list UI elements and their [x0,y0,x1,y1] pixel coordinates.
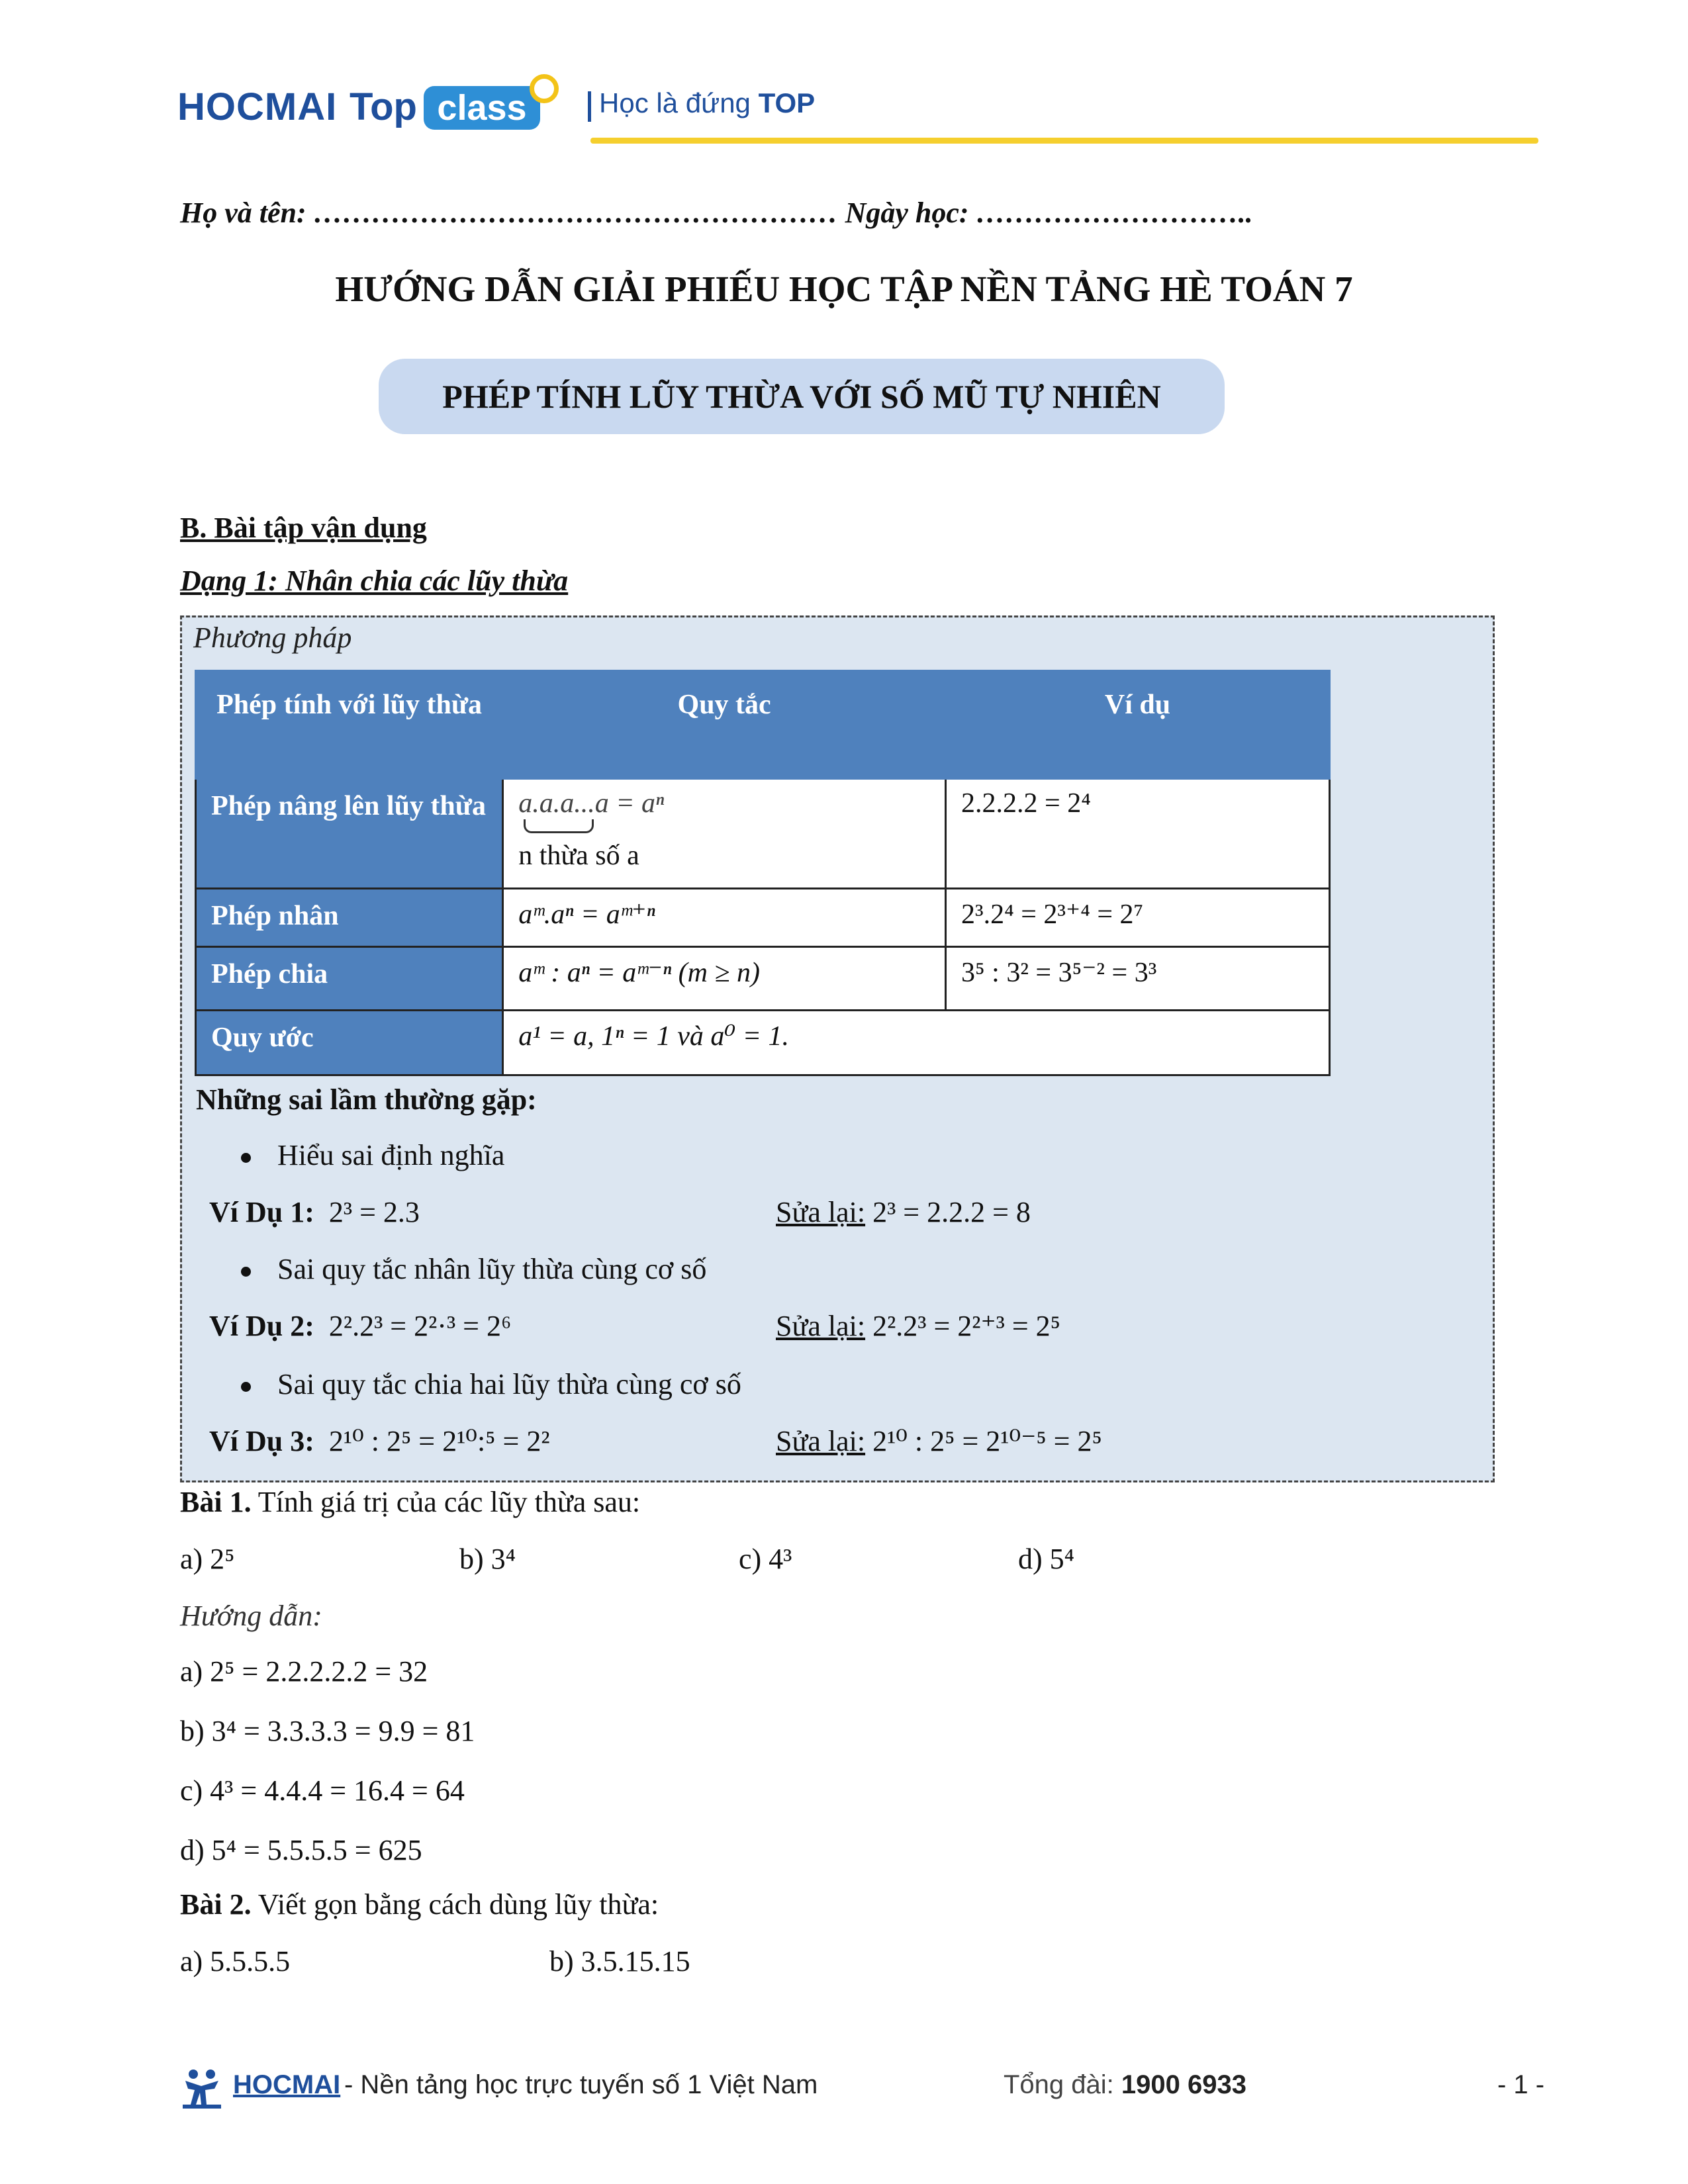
guide-label: Hướng dẫn: [180,1600,322,1632]
list-item [241,1138,504,1172]
bullet-text: Sai quy tắc nhân lũy thừa cùng cơ số [277,1253,707,1285]
slogan-divider [588,91,591,122]
logo-top: Top [350,85,417,128]
footer-brand-link[interactable]: HOCMAI [233,2070,341,2099]
table-row [196,889,1330,947]
fix-label: Sửa lại: [776,1425,866,1457]
exercise-1-prompt [180,1485,640,1519]
exercise-text: Tính giá trị của các lũy thừa sau: [258,1486,641,1518]
answer-line: b) 3⁴ = 3.3.3.3 = 9.9 = 81 [180,1715,475,1747]
fix-text: 2².2³ = 2²⁺³ = 2⁵ [872,1310,1061,1342]
rule-cell [503,779,946,889]
exercise-option: b) 3.5.15.15 [549,1945,690,1978]
example-label: Ví Dụ 1: [209,1196,314,1228]
hotline-number: 1900 6933 [1121,2070,1246,2099]
exercise-option: d) 5⁴ [1018,1543,1074,1575]
exercise-option: a) 2⁵ [180,1543,235,1575]
example-label: Ví Dụ 2: [209,1310,314,1342]
student-info-line: Họ và tên: ……………………………………………… Ngày học: ……………………….. [180,197,1253,229]
subtitle-pill: PHÉP TÍNH LŨY THỪA VỚI SỐ MŨ TỰ NHIÊN [379,359,1225,434]
table-header-cell: Quy tắc [503,671,946,779]
rules-table [195,670,1331,1076]
fix-label: Sửa lại: [776,1196,866,1228]
hotline-label: Tổng đài: [1004,2070,1114,2099]
row-label: Phép nhân [196,889,503,947]
fix-text: 2¹⁰ : 2⁵ = 2¹⁰⁻⁵ = 2⁵ [872,1425,1102,1457]
section-heading: B. Bài tập vận dụng [180,512,427,544]
exercise-2-prompt [180,1888,659,1921]
exercise-option: c) 4³ [739,1543,792,1575]
logo-hocmai: HOCMAI [177,85,338,128]
page-number: - 1 - [1497,2070,1545,2099]
footer-tagline: - Nền tảng học trực tuyến số 1 Việt Nam [344,2070,818,2099]
exercise-option: b) 3⁴ [459,1543,516,1575]
subsection-heading: Dạng 1: Nhân chia các lũy thừa [180,565,569,597]
mistakes-title: Những sai lầm thường gặp: [196,1083,537,1116]
example-cell: 3⁵ : 3² = 3⁵⁻² = 3³ [946,947,1330,1011]
answer-line: c) 4³ = 4.4.4 = 16.4 = 64 [180,1774,465,1807]
answer-line: d) 5⁴ = 5.5.5.5 = 625 [180,1834,422,1866]
answer-line: a) 2⁵ = 2.2.2.2.2 = 32 [180,1655,428,1688]
bullet-icon [241,1382,251,1392]
list-item [241,1367,741,1401]
table-header-row [196,671,1330,779]
example-wrong-text: 2³ = 2.3 [328,1196,420,1228]
table-header-cell: Phép tính với lũy thừa [196,671,503,779]
fix-label: Sửa lại: [776,1310,866,1342]
exercise-text: Viết gọn bằng cách dùng lũy thừa: [258,1888,659,1921]
header-rule [590,138,1538,144]
rule-cell: a¹ = a, 1ⁿ = 1 và a⁰ = 1. [503,1011,1330,1075]
logo-class: class [424,86,540,130]
bullet-icon [241,1153,251,1163]
example-fix [776,1195,1031,1229]
table-header-cell: Ví dụ [946,671,1330,779]
fix-text: 2³ = 2.2.2 = 8 [872,1196,1031,1228]
row-label: Phép chia [196,947,503,1011]
exercise-label: Bài 2. [180,1888,252,1921]
logo-sun-icon [530,74,559,103]
example-label: Ví Dụ 3: [209,1425,314,1457]
example-wrong-text: 2².2³ = 2²·³ = 2⁶ [328,1310,512,1342]
table-row [196,779,1330,889]
slogan [599,87,815,119]
table-row [196,1011,1330,1075]
exercise-label: Bài 1. [180,1486,252,1518]
example-wrong [209,1195,420,1229]
bullet-text: Hiểu sai định nghĩa [277,1139,505,1171]
example-fix [776,1424,1102,1458]
example-fix [776,1309,1060,1343]
brace-icon [524,819,594,833]
slogan-text: Học là đứng [599,87,751,118]
method-label: Phương pháp [193,621,352,654]
bullet-text: Sai quy tắc chia hai lũy thừa cùng cơ số [277,1368,741,1400]
rule-formula: a.a.a...a = aⁿ [518,788,665,819]
table-row [196,947,1330,1011]
footer-hotline [1004,2070,1246,2100]
example-cell: 2³.2⁴ = 2³⁺⁴ = 2⁷ [946,889,1330,947]
slogan-strong: TOP [758,87,816,118]
bullet-icon [241,1267,251,1277]
page-title: HƯỚNG DẪN GIẢI PHIẾU HỌC TẬP NỀN TẢNG HÈ TOÁN 7 [335,269,1353,309]
rule-note: n thừa số a [518,841,639,871]
list-item [241,1252,706,1286]
example-wrong-text: 2¹⁰ : 2⁵ = 2¹⁰:⁵ = 2² [328,1425,550,1457]
example-wrong [209,1309,511,1343]
exercise-option: a) 5.5.5.5 [180,1945,291,1978]
rule-cell: aᵐ : aⁿ = aᵐ⁻ⁿ (m ≥ n) [503,947,946,1011]
example-cell: 2.2.2.2 = 2⁴ [946,779,1330,889]
example-wrong [209,1424,550,1458]
rule-cell: aᵐ.aⁿ = aᵐ⁺ⁿ [503,889,946,947]
row-label: Phép nâng lên lũy thừa [196,779,503,889]
row-label: Quy ước [196,1011,503,1075]
hocmai-logo-icon [180,2066,224,2110]
